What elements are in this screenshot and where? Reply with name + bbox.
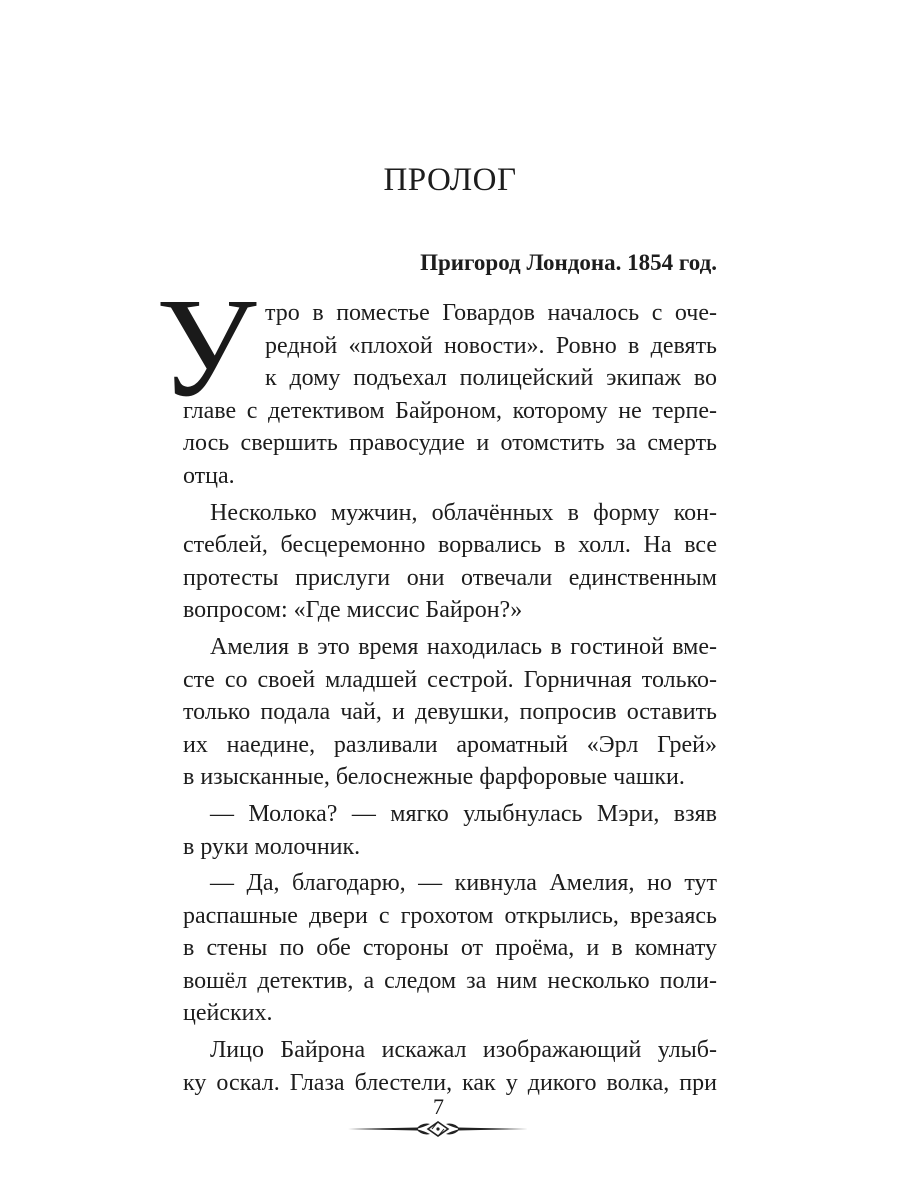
text-line: в изысканные, белоснежные фарфоровые чашки.: [183, 764, 685, 791]
floral-divider-icon: [348, 1118, 528, 1140]
paragraph: [183, 497, 717, 627]
text-line: главе с детективом Байроном, которому не терпе-: [183, 397, 717, 424]
text-line: редной «плохой новости». Ровно в девять: [265, 332, 717, 359]
text-line: цейских.: [183, 1000, 273, 1027]
drop-cap: У: [156, 268, 257, 426]
text-line: Лицо Байрона искажал изображающий улыб-: [210, 1037, 717, 1064]
text-line: в стены по обе стороны от проёма, и в комнату: [183, 935, 717, 962]
body-text: [183, 297, 717, 1103]
text-line: только подала чай, и девушки, попросив оставить: [183, 699, 717, 726]
text-line: вопросом: «Где миссис Байрон?»: [183, 597, 523, 624]
text-line: стеблей, бесцеремонно ворвались в холл. На все: [183, 532, 717, 559]
page-number: 7: [433, 1094, 444, 1119]
paragraph: [183, 297, 717, 493]
text-line: распашные двери с грохотом открылись, врезаясь: [183, 902, 717, 929]
text-line: Несколько мужчин, облачённых в форму кон-: [210, 499, 717, 526]
paragraph: [183, 631, 717, 794]
text-line: — Молока? — мягко улыбнулась Мэри, взяв: [210, 800, 717, 827]
place-date-heading: Пригород Лондона. 1854 год.: [420, 250, 717, 275]
chapter-title: ПРОЛОГ: [383, 162, 517, 198]
text-line: тро в поместье Говардов началось с оче-: [265, 300, 717, 326]
text-line: ку оскал. Глаза блестели, как у дикого волка, при: [183, 1069, 717, 1096]
text-line: сте со своей младшей сестрой. Горничная только-: [183, 666, 717, 693]
text-line: протесты прислуги они отвечали единственным: [183, 564, 717, 591]
text-line: — Да, благодарю, — кивнула Амелия, но тут: [210, 870, 717, 897]
text-line: Амелия в это время находилась в гостиной вме-: [210, 633, 717, 660]
paragraph: [183, 867, 717, 1030]
paragraph: [183, 1034, 717, 1099]
text-line: отца.: [183, 462, 235, 489]
text-line: в руки молочник.: [183, 833, 361, 860]
text-line: к дому подъехал полицейский экипаж во: [265, 365, 717, 392]
text-line: их наедине, разливали ароматный «Эрл Грей»: [183, 731, 717, 758]
text-line: лось свершить правосудие и отомстить за смерть: [183, 430, 717, 457]
paragraph: [183, 798, 717, 863]
text-line: вошёл детектив, а следом за ним несколько поли-: [183, 967, 717, 994]
